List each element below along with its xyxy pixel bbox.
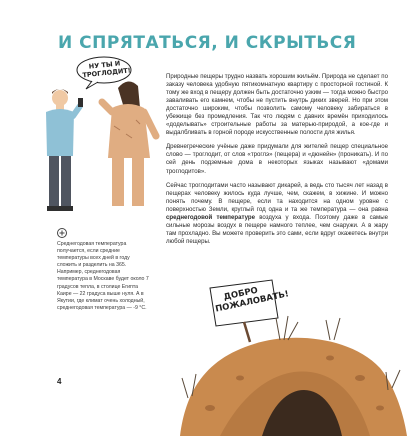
page-title: И СПРЯТАТЬСЯ, И СКРЫТЬСЯ bbox=[58, 33, 357, 53]
body-paragraph-3: Сейчас троглодитами часто называют дикарей, а ведь сто тысяч лет назад в пещерах человеку жилось куда лучше, чем, скажем, в хижине. И можно понять почему. В пещере, если та находится на одном уровне с поверхностью Земли, круглый год одна и та же температура — она равна среднегодовой температуре воздуха у входа. Поэтому даже в самые сильные морозы воздух в пещере намного теплее, чем снаружи. А в жару там прохладно. Вы можете проверить это сами, если вдруг окажетесь внутри любой пещеры. bbox=[166, 181, 388, 245]
caveman-figure bbox=[102, 81, 156, 206]
page-number: 4 bbox=[57, 377, 62, 386]
side-note-text: Среднегодовая температура получается, если средние температуры всех дней в году сложить и разделить на 365. Например, среднегодовая температура в Москаве будет около 7 градусов тепла, в столице Египта Каире — 22 градуса выше нуля. А в Якутии, где климат очень холодный, среднегодовая температура — -9 °C. bbox=[57, 241, 149, 311]
modern-man-figure bbox=[46, 89, 83, 211]
side-note bbox=[57, 228, 149, 312]
body-paragraph-1: Природные пещеры трудно назвать хорошим жильём. Природа не сделает по заказу человека удобную пятикомнатную квартиру с просторной гостиной. К тому же вход в пещеру должен быть достаточно узким — тогда можно быстро заваливать его камнем, чтобы не пустить внутрь диких зверей. Но при этом достаточно широким, чтобы позволить самому человеку забираться в убежище без промедления. Так что людям с давних времён приходилось «доделывать» строительные работы за матерью-природой, а кое-где и выдалбливать в горной породе искусственные полости для жилья. bbox=[166, 73, 388, 137]
welcome-sign-text: ДОБРО ПОЖАЛОВАТЬ! bbox=[214, 285, 290, 315]
speech-bubble-text: НУ ТЫ И ТРОГЛОДИТ! bbox=[82, 59, 132, 79]
thermometer-note-icon bbox=[57, 228, 67, 238]
people-illustration bbox=[40, 56, 165, 221]
body-paragraph-2: Древнегреческие учёные даже придумали для жителей пещер специальное слово — троглодит, от слов «троглэ» (пещера) и «дюнейн» (проникать). И по сей день подземные дома в некоторых языках называют «домами троглодитов». bbox=[166, 143, 388, 175]
body-text bbox=[166, 73, 388, 252]
bold-phrase: среднегодовой температуре bbox=[166, 213, 256, 221]
